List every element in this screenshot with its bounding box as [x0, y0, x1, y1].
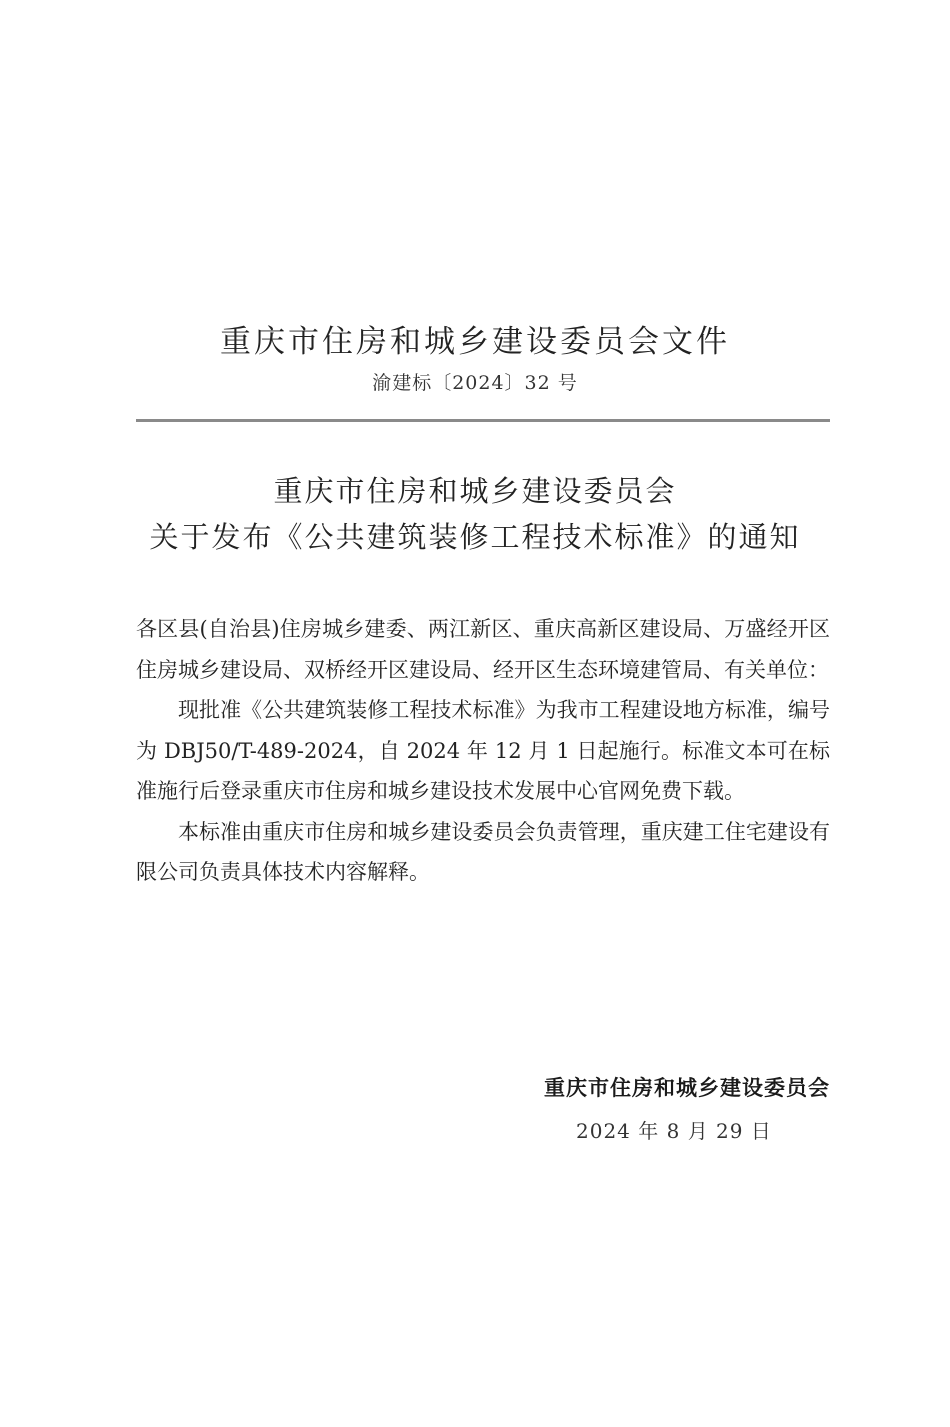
- body-paragraph-2: 本标准由重庆市住房和城乡建设委员会负责管理，重庆建工住宅建设有限公司负责具体技术内容解释。: [136, 819, 830, 884]
- issue-date: 2024 年 8 月 29 日: [576, 1119, 772, 1143]
- issuer-signature: 重庆市住房和城乡建设委员会: [544, 1076, 830, 1100]
- body-paragraph-1: 现批准《公共建筑装修工程技术标准》为我市工程建设地方标准，编号为 DBJ50/T-489-2024，自 2024 年 12 月 1 日起施行。标准文本可在标准施行后登录重庆市住房和城乡建设技术发展中心官网免费下载。: [136, 698, 830, 803]
- document-header-title: 重庆市住房和城乡建设委员会文件: [220, 324, 730, 360]
- document-number: 渝建标〔2024〕32 号: [372, 372, 578, 394]
- header-divider: [136, 419, 830, 422]
- notice-title-line-2: 关于发布《公共建筑装修工程技术标准》的通知: [149, 520, 801, 554]
- notice-body: [136, 609, 830, 893]
- addressee-paragraph: 各区县(自治县)住房城乡建委、两江新区、重庆高新区建设局、万盛经开区住房城乡建设局、双桥经开区建设局、经开区生态环境建管局、有关单位：: [136, 617, 830, 682]
- notice-title: [0, 468, 950, 560]
- notice-title-line-1: 重庆市住房和城乡建设委员会: [273, 474, 677, 508]
